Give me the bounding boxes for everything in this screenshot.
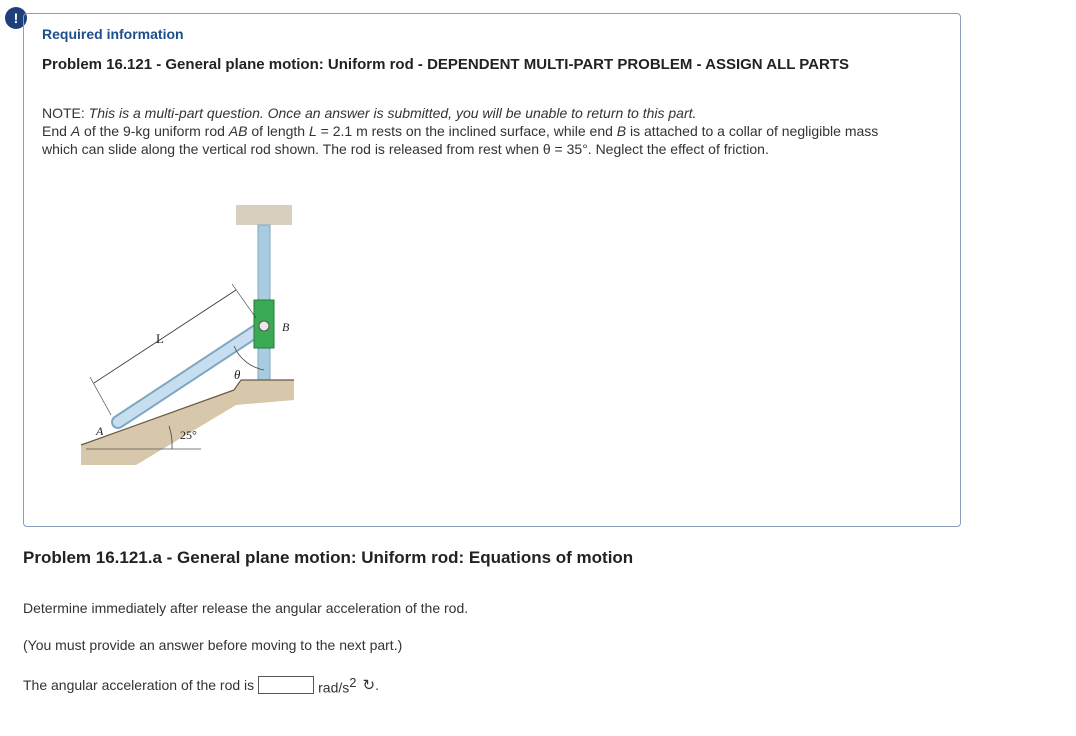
body-text: = 2.1 m rests on the inclined surface, while end xyxy=(316,123,617,139)
problem-title: Problem 16.121 - General plane motion: Uniform rod - DEPENDENT MULTI-PART PROBLEM - ASSIGN ALL PARTS xyxy=(42,56,850,73)
problem-statement xyxy=(42,104,892,158)
label-a: A xyxy=(96,424,104,438)
extension-line-a xyxy=(90,377,111,415)
pin-b xyxy=(259,321,269,331)
question-text: Determine immediately after release the angular acceleration of the rod. xyxy=(23,600,469,616)
required-info-title: Required information xyxy=(42,26,184,42)
hint-text: (You must provide an answer before moving to the next part.) xyxy=(23,637,403,653)
unit-text: rad/s xyxy=(318,679,350,696)
body-var-a: A xyxy=(70,123,81,139)
label-25-deg: 25° xyxy=(180,428,197,442)
dimension-line-l xyxy=(94,290,236,383)
body-var-ab: AB xyxy=(228,123,248,139)
extension-line-b xyxy=(232,284,256,318)
answer-period: . xyxy=(375,677,379,694)
part-title: Problem 16.121.a - General plane motion: Uniform rod: Equations of motion xyxy=(23,548,634,567)
angular-acceleration-input[interactable] xyxy=(258,676,314,694)
body-text: is attached to a collar of negligible mass which can slide along the vertical rod shown. The rod is released from rest when θ = 35°. Neglect the effect of friction. xyxy=(42,123,879,157)
ceiling-support xyxy=(236,205,292,225)
note-text: This is a multi-part question. Once an answer is submitted, you will be unable to return to this part. xyxy=(88,105,697,121)
body-var-b: B xyxy=(616,123,627,139)
note-label: NOTE: xyxy=(42,105,85,121)
answer-label: The angular acceleration of the rod is xyxy=(23,677,255,694)
label-l: L xyxy=(156,331,164,346)
note-line xyxy=(42,104,892,122)
answer-row xyxy=(23,675,379,696)
body-var-l: L xyxy=(308,123,317,139)
counterclockwise-icon: ↻ xyxy=(362,677,376,695)
alert-icon: ! xyxy=(5,7,27,29)
label-b: B xyxy=(282,320,290,334)
body-text: of the 9-kg uniform rod xyxy=(80,123,229,139)
rod-diagram xyxy=(56,190,316,480)
answer-unit xyxy=(318,675,356,696)
body-text: of length xyxy=(247,123,309,139)
unit-exponent: 2 xyxy=(349,675,357,690)
problem-body xyxy=(42,122,892,158)
label-theta: θ xyxy=(234,367,241,382)
body-text: End xyxy=(42,123,71,139)
